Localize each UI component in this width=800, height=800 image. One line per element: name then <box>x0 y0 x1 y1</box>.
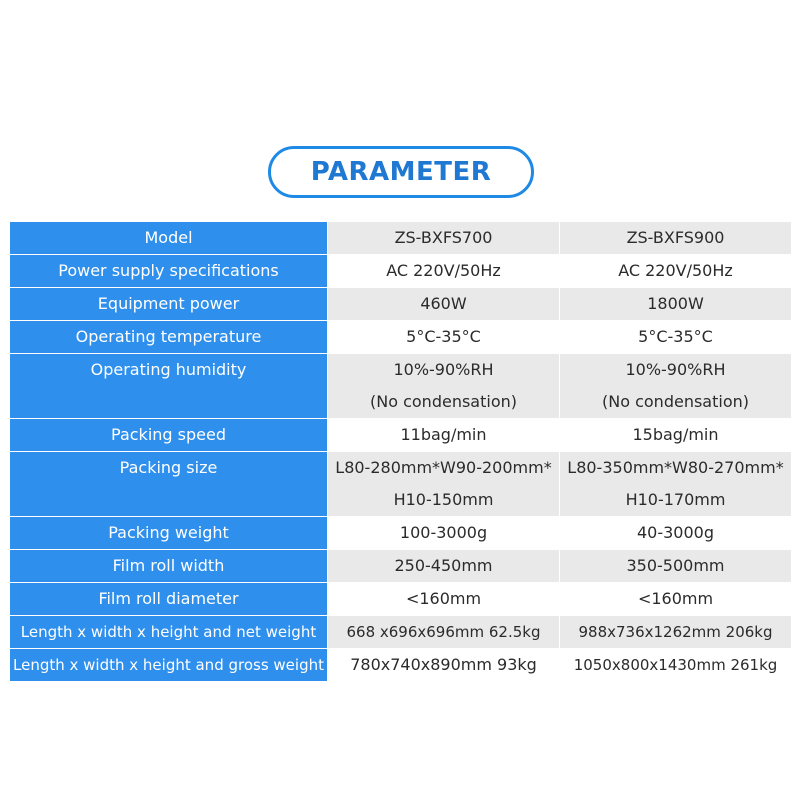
table-row <box>10 550 792 583</box>
table-row <box>10 452 792 517</box>
row-value-zs-bxfs700 <box>328 321 560 354</box>
value-line: <160mm <box>405 589 482 608</box>
value-line: ZS-BXFS900 <box>626 228 725 247</box>
row-label: Film roll width <box>10 550 328 583</box>
row-value-zs-bxfs900 <box>560 649 792 682</box>
value-line: 100-3000g <box>399 523 488 542</box>
page-title: PARAMETER <box>310 157 492 187</box>
value-line: 668 x696x696mm 62.5kg <box>346 623 541 641</box>
row-value-zs-bxfs900 <box>560 255 792 288</box>
value-line: 780x740x890mm 93kg <box>350 655 537 674</box>
row-label: Packing weight <box>10 517 328 550</box>
table-row <box>10 354 792 419</box>
row-label: Packing speed <box>10 419 328 452</box>
row-value-zs-bxfs700 <box>328 583 560 616</box>
row-value-zs-bxfs900 <box>560 354 792 419</box>
table-row <box>10 517 792 550</box>
row-value-zs-bxfs700 <box>328 419 560 452</box>
row-value-zs-bxfs700 <box>328 354 560 419</box>
row-value-zs-bxfs900 <box>560 583 792 616</box>
value-line: 15bag/min <box>632 425 719 444</box>
row-label: Equipment power <box>10 288 328 321</box>
value-line: 5°C-35°C <box>638 327 713 346</box>
row-value-zs-bxfs900 <box>560 321 792 354</box>
value-line: 350-500mm <box>626 556 725 575</box>
table-row <box>10 649 792 682</box>
table-row <box>10 616 792 649</box>
parameter-table <box>9 221 792 682</box>
value-line: H10-170mm <box>625 490 726 509</box>
table-row <box>10 583 792 616</box>
value-line: (No condensation) <box>602 392 749 411</box>
table-row <box>10 419 792 452</box>
value-line: <160mm <box>637 589 714 608</box>
row-value-zs-bxfs900 <box>560 452 792 517</box>
row-value-zs-bxfs900 <box>560 616 792 649</box>
row-value-zs-bxfs700 <box>328 550 560 583</box>
table-row <box>10 222 792 255</box>
row-label: Length x width x height and gross weight <box>10 649 328 682</box>
row-value-zs-bxfs700 <box>328 616 560 649</box>
table-row <box>10 288 792 321</box>
value-line: 1800W <box>647 294 704 313</box>
row-value-zs-bxfs900 <box>560 517 792 550</box>
row-value-zs-bxfs900 <box>560 419 792 452</box>
value-line: 250-450mm <box>394 556 493 575</box>
value-line: 10%-90%RH <box>625 360 726 379</box>
row-label: Packing size <box>10 452 328 517</box>
value-line: 988x736x1262mm 206kg <box>578 623 773 641</box>
row-value-zs-bxfs700 <box>328 517 560 550</box>
table-row <box>10 321 792 354</box>
row-value-zs-bxfs900 <box>560 550 792 583</box>
row-label: Film roll diameter <box>10 583 328 616</box>
row-value-zs-bxfs700 <box>328 222 560 255</box>
table-row <box>10 255 792 288</box>
row-value-zs-bxfs700 <box>328 255 560 288</box>
row-label: Model <box>10 222 328 255</box>
value-line: AC 220V/50Hz <box>386 261 501 280</box>
row-value-zs-bxfs900 <box>560 222 792 255</box>
row-label: Power supply specifications <box>10 255 328 288</box>
value-line: 40-3000g <box>636 523 714 542</box>
row-value-zs-bxfs900 <box>560 288 792 321</box>
value-line: 460W <box>420 294 467 313</box>
row-label: Operating humidity <box>10 354 328 419</box>
value-line: 10%-90%RH <box>393 360 494 379</box>
parameter-title-box <box>268 146 534 198</box>
row-value-zs-bxfs700 <box>328 649 560 682</box>
value-line: 5°C-35°C <box>406 327 481 346</box>
value-line: H10-150mm <box>393 490 494 509</box>
row-value-zs-bxfs700 <box>328 452 560 517</box>
value-line: 11bag/min <box>400 425 487 444</box>
row-label: Length x width x height and net weight <box>10 616 328 649</box>
row-value-zs-bxfs700 <box>328 288 560 321</box>
value-line: AC 220V/50Hz <box>618 261 733 280</box>
value-line: ZS-BXFS700 <box>394 228 493 247</box>
row-label: Operating temperature <box>10 321 328 354</box>
value-line: (No condensation) <box>370 392 517 411</box>
value-line: 1050x800x1430mm 261kg <box>573 656 778 674</box>
value-line: L80-350mm*W80-270mm* <box>567 458 784 477</box>
value-line: L80-280mm*W90-200mm* <box>335 458 552 477</box>
